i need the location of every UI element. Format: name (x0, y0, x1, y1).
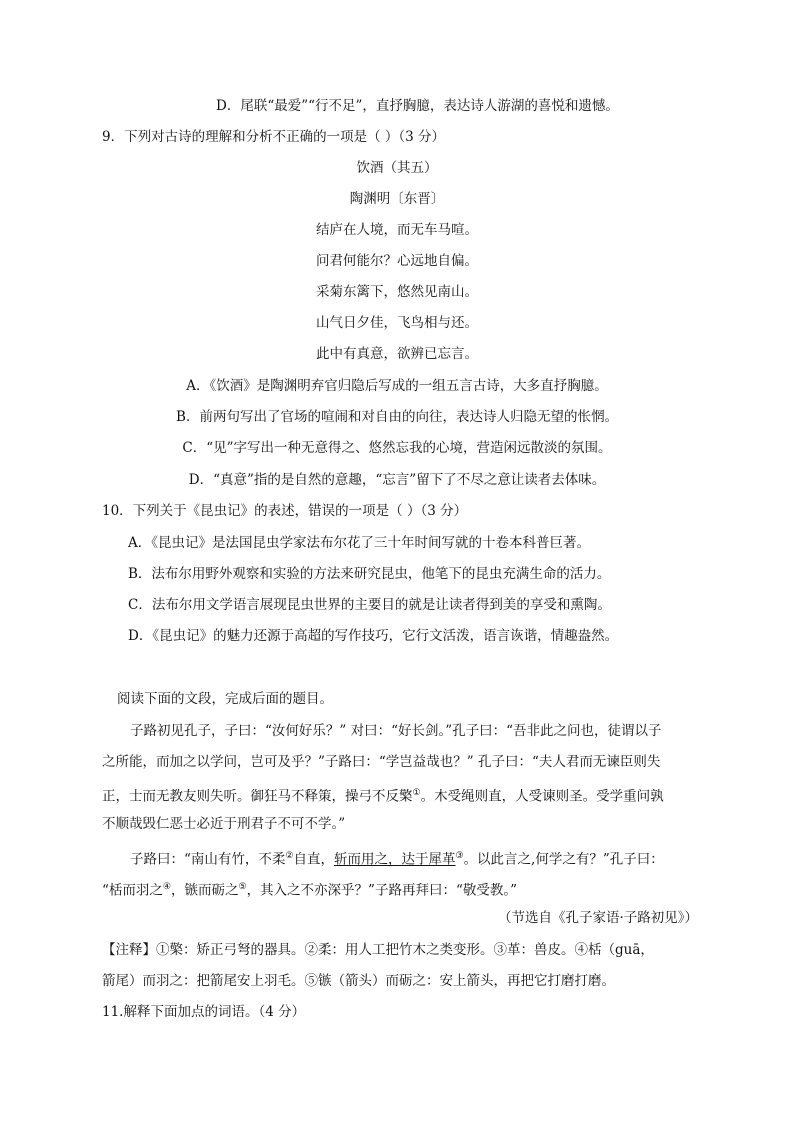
passage-line: 子路初见孔子，子曰：“汝何好乐？” 对曰：“好长剑。”孔子曰：“吾非此之问也，徒谓以子 (130, 723, 662, 739)
q11-stem: 11.解释下面加点的词语。（4 分） (102, 1004, 306, 1020)
q10-option-a: A．《昆虫记》是法国昆虫学家法布尔花了三十年时间写就的十卷本科普巨著。 (128, 535, 590, 551)
footnote-marker: ① (412, 788, 421, 798)
poem-line: 结庐在人境，而无车马喧。 (316, 222, 478, 238)
footnote-marker: ② (285, 851, 294, 861)
q9-option-c: C．“见”字写出一种无意得之、悠然忘我的心境，营造闲远散淡的氛围。 (182, 440, 612, 456)
poem-line: 此中有真意，欲辨已忘言。 (316, 346, 478, 362)
q10-option-b: B．法布尔用野外观察和实验的方法来研究昆虫，他笔下的昆虫充满生命的活力。 (128, 566, 611, 582)
underlined-phrase: 斩而用之，达于犀革 (333, 851, 456, 868)
q9-option-b: B．前两句写出了官场的喧闹和对自由的向往，表达诗人归隐无望的怅惘。 (176, 409, 618, 425)
q10-option-d: D．《昆虫记》的魅力还源于高超的写作技巧，它行文活泼，语言诙谐，情趣盎然。 (128, 628, 619, 644)
passage-line: 正，士而无教友则失听。御狂马不释策，操弓不反檠①。木受绳则直，人受谏则圣。受学重问孰 (102, 788, 664, 805)
q10-option-c: C．法布尔用文学语言展现昆虫世界的主要目的就是让读者得到美的享受和熏陶。 (128, 597, 611, 613)
passage-line: “栝而羽之④，镞而砺之⑤，其入之不亦深乎？”子路再拜曰：“敬受教。” (102, 882, 518, 899)
passage-source: （节选自《孔子家语·子路初见》） (497, 910, 698, 926)
poem-author: 陶渊明〔东晋〕 (349, 191, 445, 207)
poem-title: 饮酒（其五） (356, 160, 438, 176)
passage-line: 之所能，而加之以学问，岂可及乎？”子路曰：“学岂益哉也？” 孔子曰：“夫人君而无谏臣则失 (102, 754, 661, 770)
footnote-marker: ④ (162, 882, 171, 892)
q9-option-d: D．“真意”指的是自然的意趣，“忘言”留下了不尽之意让读者去体味。 (188, 472, 606, 488)
poem-line: 问君何能尔？心远地自偏。 (316, 253, 478, 269)
poem-line: 山气日夕佳，飞鸟相与还。 (316, 315, 478, 331)
poem-line: 采菊东篱下，悠然见南山。 (316, 284, 478, 300)
reading-intro: 阅读下面的文段，完成后面的题目。 (117, 691, 333, 707)
footnote-marker: ⑤ (238, 882, 247, 892)
annotation-line: 【注释】①檠：矫正弓弩的器具。②柔：用人工把竹木之类变形。③革：兽皮。④栝（guā， (102, 942, 654, 958)
q8-option-d: D．尾联“最爱”“行不足”，直抒胸臆，表达诗人游湖的喜悦和遗憾。 (216, 98, 619, 114)
passage-line: 子路曰：“南山有竹，不柔②自直，斩而用之，达于犀革③。以此言之,何学之有？”孔子曰： (130, 851, 664, 868)
footnote-marker: ③ (455, 851, 464, 861)
q10-stem: 10．下列关于《昆虫记》的表述，错误的一项是（ ）（3 分） (102, 503, 468, 519)
passage-line: 不顺哉毁仁恶士必近于刑君子不可不学。” (102, 816, 346, 832)
q9-stem: 9．下列对古诗的理解和分析不正确的一项是（ ）（3 分） (102, 129, 446, 145)
annotation-line: 箭尾）而羽之：把箭尾安上羽毛。⑤镞（箭头）而砺之：安上箭头，再把它打磨打磨。 (102, 973, 615, 989)
q9-option-a: A．《饮酒》是陶渊明弃官归隐后写成的一组五言古诗，大多直抒胸臆。 (186, 378, 608, 394)
